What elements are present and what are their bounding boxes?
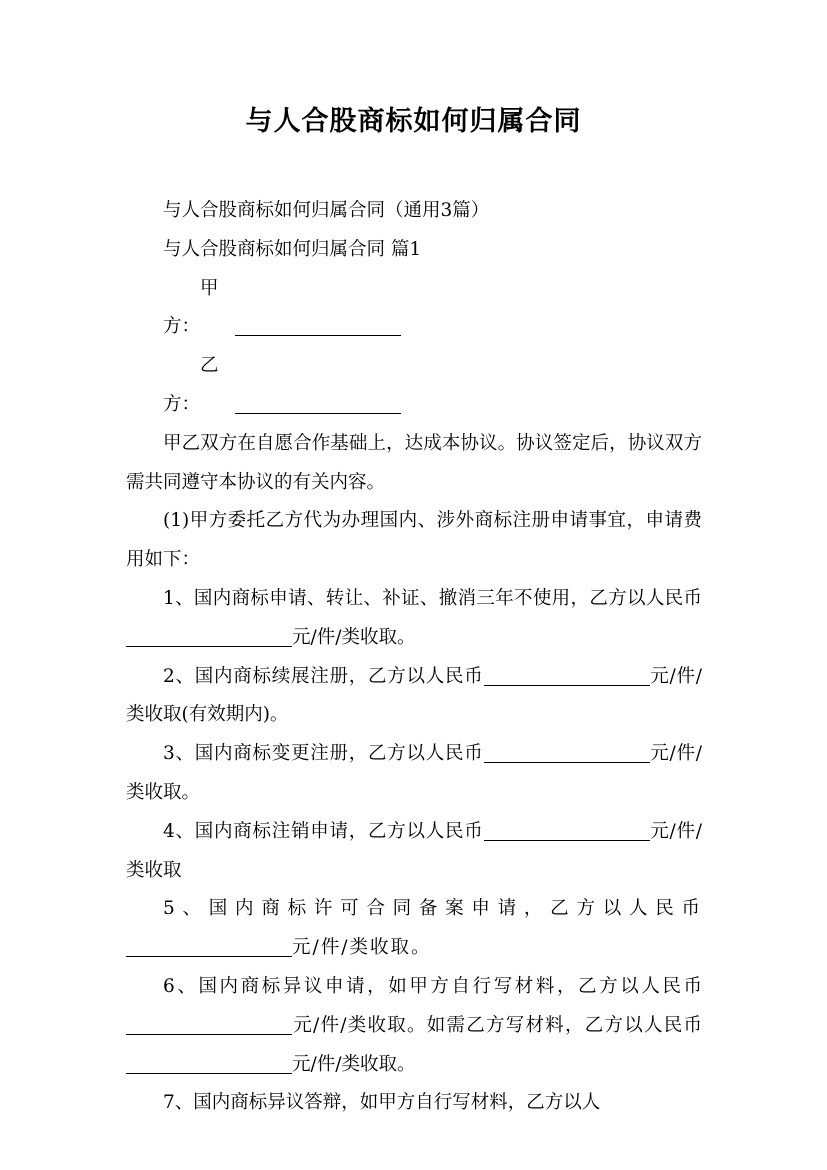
item-7: 7、国内商标异议答辩，如甲方自行写材料，乙方以人 [163,1092,601,1114]
item-5-unit: 元/件/类收取。 [292,937,432,959]
item-5 [126,890,702,968]
item-1 [126,580,702,658]
item-4-unit: 元/件/类收取 [126,820,702,881]
item-6-text: 6、国内商标异议申请，如甲方自行写材料，乙方以人民币 [163,975,702,997]
item-2-text: 2、国内商标续展注册，乙方以人民币 [163,665,484,687]
item-6-unit-1: 元/件/类收取。如需乙方写材料，乙方以人民币 [292,1014,702,1036]
item-6-unit-2: 元/件/类收取。 [292,1053,416,1075]
party-a-label: 甲方： [163,277,219,338]
document-body [126,192,702,1123]
item-4-text: 4、国内商标注销申请，乙方以人民币 [163,820,484,842]
item-1-text: 1、国内商标申请、转让、补证、撤消三年不使用，乙方以人民币 [163,587,702,609]
item-3-unit: 元/件/类收取。 [126,743,702,803]
item-3-blank [484,744,650,764]
party-a-blank [235,317,401,337]
item-5-text: 5、国内商标许可合同备案申请，乙方以人民币 [163,898,702,920]
subtitle: 与人合股商标如何归属合同（通用3篇） [163,200,490,221]
item-6-blank-1 [126,1015,292,1035]
party-b-blank [235,394,401,414]
item-1-unit: 元/件/类收取。 [292,626,416,648]
item-4 [126,813,702,891]
intro-paragraph: 甲乙双方在自愿合作基础上，达成本协议。协议签定后，协议双方需共同遵守本协议的有关内容。 [126,432,702,493]
party-a-line [126,270,702,348]
item-1-blank [126,627,292,647]
party-b-line [126,347,702,425]
chapter-heading: 与人合股商标如何归属合同 篇1 [163,238,422,260]
item-2-unit: 元/件/类收取(有效期内)。 [126,665,702,726]
clause-header: (1)甲方委托乙方代为办理国内、涉外商标注册申请事宜，申请费用如下： [126,510,702,571]
document-title: 与人合股商标如何归属合同 [245,106,582,137]
party-b-label: 乙方： [163,355,219,415]
item-4-blank [484,821,650,841]
item-6-blank-2 [126,1054,292,1074]
item-6 [126,968,702,1084]
item-3 [126,735,702,813]
item-2-blank [484,666,650,686]
item-3-text: 3、国内商标变更注册，乙方以人民币 [163,743,484,765]
item-5-blank [126,938,292,958]
item-2 [126,658,702,736]
